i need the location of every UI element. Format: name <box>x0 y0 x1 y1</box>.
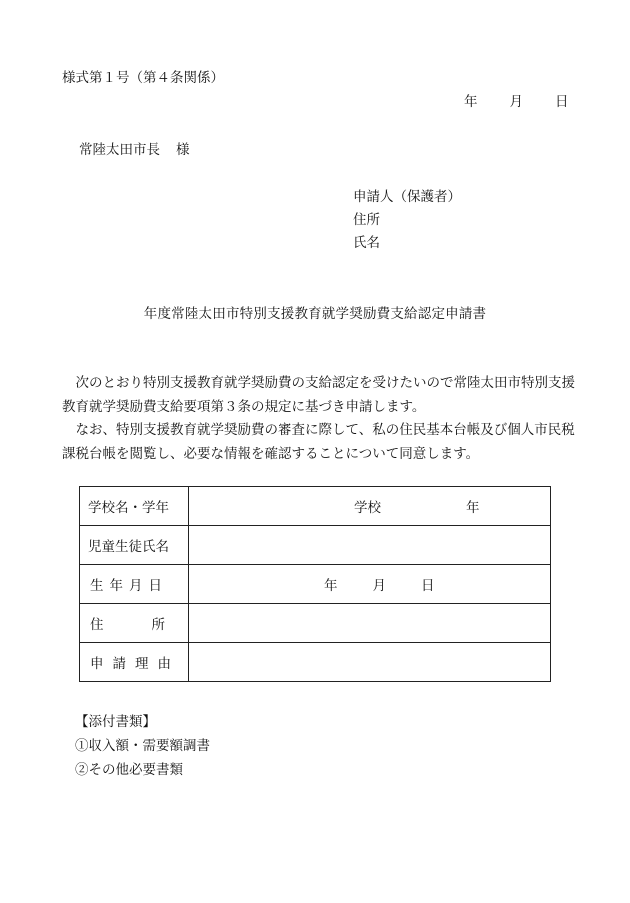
applicant-name-label: 氏名 <box>353 235 380 251</box>
address-field[interactable] <box>189 604 551 643</box>
attachment-item: ①収入額・需要額調書 <box>75 738 210 754</box>
date-day-label: 日 <box>555 94 569 110</box>
date-line <box>464 90 569 110</box>
student-name-field[interactable] <box>189 526 551 565</box>
dob-field[interactable] <box>189 565 551 604</box>
grade-suffix: 年 <box>466 500 480 516</box>
school-grade-field[interactable] <box>189 487 551 526</box>
table-row-school <box>80 487 551 526</box>
dob-label: 生年月日 <box>80 565 189 604</box>
table-row-address <box>80 604 551 643</box>
addressee <box>79 138 190 158</box>
body-paragraph-1: 次のとおり特別支援教育就学奨励費の支給認定を受けたいので常陸太田市特別支援教育就学奨励費支給要項第３条の規定に基づき申請します。 <box>62 375 575 415</box>
attachments-heading: 【添付書類】 <box>75 714 156 730</box>
application-table <box>79 486 551 682</box>
school-grade-label: 学校名・学年 <box>80 487 189 526</box>
body-text <box>62 372 582 466</box>
addressee-honorific: 様 <box>176 142 190 158</box>
applicant-title: 申請人（保護者） <box>353 189 461 205</box>
date-month-label: 月 <box>509 94 523 110</box>
form-number: 様式第１号（第４条関係） <box>62 70 224 86</box>
attachment-item: ②その他必要書類 <box>75 762 183 778</box>
dob-day-label: 日 <box>421 578 435 594</box>
table-row-reason <box>80 643 551 682</box>
address-label <box>80 604 189 643</box>
dob-month-label: 月 <box>372 578 386 594</box>
reason-label: 申請理由 <box>80 643 189 682</box>
student-name-label: 児童生徒氏名 <box>80 526 189 565</box>
body-paragraph-2: なお、特別支援教育就学奨励費の審査に際して、私の住民基本台帳及び個人市民税課税台帳を閲覧し、必要な情報を確認することについて同意します。 <box>62 422 575 462</box>
document-title: 年度常陸太田市特別支援教育就学奨励費支給認定申請書 <box>143 306 487 322</box>
table-row-dob <box>80 565 551 604</box>
dob-year-label: 年 <box>324 578 338 594</box>
applicant-address-label: 住所 <box>353 212 380 228</box>
attachments-block <box>75 710 210 782</box>
school-suffix: 学校 <box>354 500 381 516</box>
addressee-name: 常陸太田市長 <box>79 142 160 158</box>
table-row-student <box>80 526 551 565</box>
date-year-label: 年 <box>464 94 478 110</box>
address-label-char-1: 住 <box>90 617 104 633</box>
applicant-block <box>353 186 461 255</box>
address-label-char-2: 所 <box>151 617 165 633</box>
reason-field[interactable] <box>189 643 551 682</box>
